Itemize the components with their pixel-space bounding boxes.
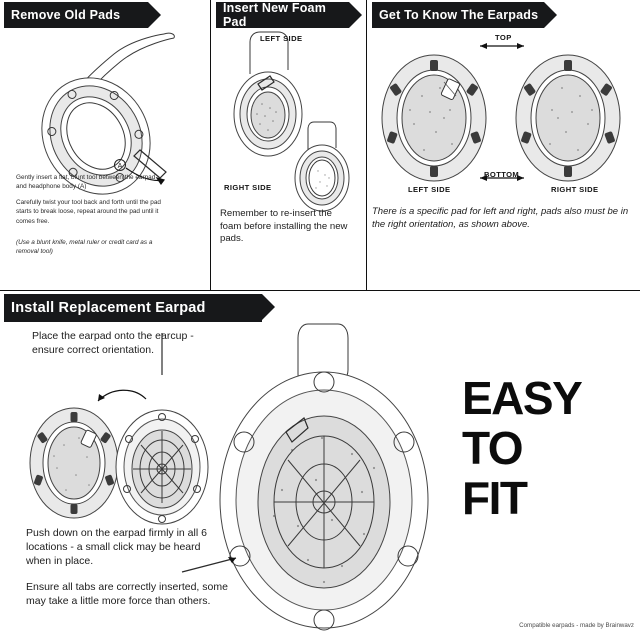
label-right-side-foam: RIGHT SIDE [224,183,272,192]
footer-credit: Compatible earpads - made by Brainwavz [519,622,634,629]
section-header-label: Insert New Foam Pad [223,1,327,29]
section-header-insert-new-foam-pad [216,2,349,28]
label-left-side-foam: LEFT SIDE [260,34,303,43]
label-left-side-pad: LEFT SIDE [408,185,451,194]
insert-foam-instruction: Remember to re-insert the foam before installing the new pads. [220,208,348,245]
divider-horizontal-1 [0,290,640,291]
slogan-to: TO [462,422,523,474]
install-step-2: Push down on the earpad firmly in all 6 locations - a small click may be heard when in place. [26,527,207,567]
install-step-3: Ensure all tabs are correctly inserted, some may take a little more force than others. [26,581,228,607]
slogan-easy: EASY [462,372,582,424]
illustration-insert-new-foam-pad [218,26,368,206]
section-header-get-to-know-the-earpads [372,2,544,28]
label-bottom: BOTTOM [484,170,520,179]
label-top: TOP [495,33,512,42]
earpads-orientation-note: There is a specific pad for left and right, pads also must be in the right orientation, as shown above. [372,206,629,230]
section-header-label: Remove Old Pads [11,8,121,22]
remove-pads-note: (Use a blunt knife, metal ruler or credit card as a removal tool) [16,239,153,256]
section-header-remove-old-pads [4,2,148,28]
remove-pads-step-1: Gently insert a flat, blunt tool between the earpad and headphone body (A) [16,174,156,191]
section-header-label: Install Replacement Earpad [11,300,206,316]
slogan-fit: FIT [462,472,527,524]
svg-text:A: A [117,163,123,170]
remove-pads-step-2: Carefully twist your tool back and forth until the pad starts to break loose, repeat around the pad until it comes free. [16,199,161,225]
install-step-1: Place the earpad onto the earcup - ensure correct orientation. [32,330,194,356]
section-header-label: Get To Know The Earpads [379,8,539,22]
section-header-install-replacement-earpad [4,294,262,322]
illustration-install-large [212,320,472,640]
label-right-side-pad: RIGHT SIDE [551,185,599,194]
